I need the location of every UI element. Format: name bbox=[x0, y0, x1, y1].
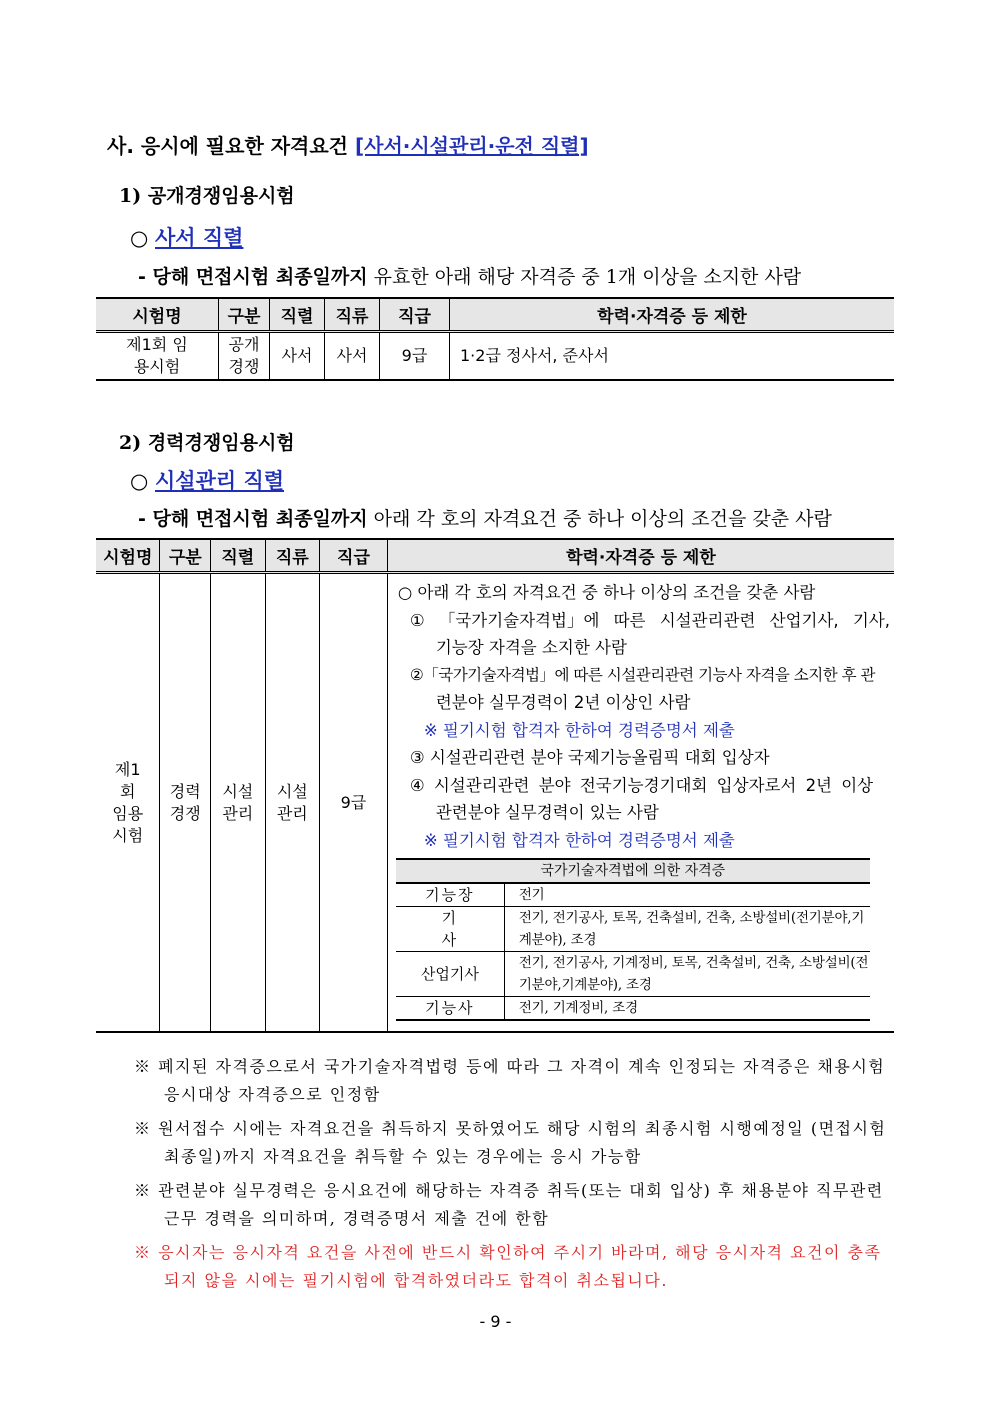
limit-line: 관련분야 실무경력이 있는 사람 bbox=[435, 803, 659, 822]
part2-table bbox=[96, 538, 894, 1033]
table-row bbox=[96, 573, 894, 1033]
part1-track: ○ 사서 직렬 bbox=[130, 226, 244, 250]
cell-series: 시설 관리 bbox=[211, 573, 266, 1033]
cert-fields: 전기, 기계정비, 조경 bbox=[504, 997, 870, 1021]
cert-fields: 전기 bbox=[504, 883, 870, 907]
part1-heading: 1) 공개경쟁임용시험 bbox=[119, 185, 295, 207]
col-header: 구분 bbox=[160, 539, 211, 573]
cell-grade: 9급 bbox=[320, 573, 388, 1033]
limit-note: ※ 필기시험 합격자 한하여 경력증명서 제출 bbox=[423, 830, 735, 850]
col-header: 직렬 bbox=[211, 539, 266, 573]
part1-condition: - 당해 면접시험 최종일까지 유효한 아래 해당 자격증 중 1개 이상을 소지한 사람 bbox=[138, 266, 802, 288]
page-number: - 9 - bbox=[479, 1312, 512, 1331]
col-header: 시험명 bbox=[96, 298, 219, 332]
note-item: ※ 폐지된 자격증으로서 국가기술자격법령 등에 따라 그 자격이 계속 인정되는 자격증은 채용시험 응시대상 자격증으로 인정함 bbox=[134, 1057, 886, 1104]
limit-line: 기능장 자격을 소지한 사람 bbox=[435, 638, 627, 657]
section-title: 사. 응시에 필요한 자격요건 [사서·시설관리·운전 직렬] bbox=[107, 134, 589, 158]
cert-level: 산업기사 bbox=[396, 952, 505, 997]
cell-limit: 1·2급 정사서, 준사서 bbox=[450, 332, 895, 381]
limit-line: ① 「국가기술자격법」에 따른 시설관리관련 산업기사, 기사, bbox=[409, 610, 890, 630]
cell-exam: 제1회 임용시험 bbox=[96, 332, 219, 381]
cell-exam: 제1회 임용 시험 bbox=[96, 573, 160, 1033]
cert-table-title: 국가기술자격법에 의한 자격증 bbox=[396, 859, 870, 883]
cell-limit bbox=[387, 573, 894, 1033]
cell-grade: 9급 bbox=[380, 332, 450, 381]
cell-class: 사서 bbox=[325, 332, 380, 381]
col-header: 직급 bbox=[320, 539, 388, 573]
cert-fields: 전기, 전기공사, 토목, 건축설비, 건축, 소방설비(전기분야,기계분야), 조경 bbox=[504, 907, 870, 952]
part2-condition: - 당해 면접시험 최종일까지 아래 각 호의 자격요건 중 하나 이상의 조건을 갖춘 사람 bbox=[138, 508, 832, 530]
col-header: 학력·자격증 등 제한 bbox=[387, 539, 894, 573]
col-header: 구분 bbox=[219, 298, 270, 332]
cert-fields: 전기, 전기공사, 기계정비, 토목, 건축설비, 건축, 소방설비(전기분야,기계분야), 조경 bbox=[504, 952, 870, 997]
table-header-row bbox=[96, 539, 894, 573]
part2-track: ○ 시설관리 직렬 bbox=[130, 469, 285, 493]
cert-level: 기 사 bbox=[396, 907, 505, 952]
note-item: ※ 원서접수 시에는 자격요건을 취득하지 못하였어도 해당 시험의 최종시험 시행예정일 (면접시험 최종일)까지 자격요건을 취득할 수 있는 경우에는 응시 가능함 bbox=[134, 1119, 887, 1166]
part2-heading: 2) 경력경쟁임용시험 bbox=[119, 432, 295, 454]
col-header: 직류 bbox=[325, 298, 380, 332]
limit-line: 련분야 실무경력이 2년 이상인 사람 bbox=[435, 693, 691, 712]
table-row bbox=[96, 332, 894, 381]
limit-line: ④ 시설관리관련 분야 전국기능경기대회 입상자로서 2년 이상 bbox=[409, 775, 874, 795]
cert-table bbox=[396, 858, 870, 1021]
note-warning: ※ 응시자는 응시자격 요건을 사전에 반드시 확인하여 주시기 바라며, 해당 응시자격 요건이 충족되지 않을 시에는 필기시험에 합격하였더라도 합격이 취소됩니다. bbox=[134, 1243, 882, 1290]
note-item: ※ 관련분야 실무경력은 응시요건에 해당하는 자격증 취득(또는 대회 입상) 후 채용분야 직무관련 근무 경력을 의미하며, 경력증명서 제출 건에 한함 bbox=[134, 1181, 884, 1228]
col-header: 학력·자격증 등 제한 bbox=[450, 298, 895, 332]
part1-track-link: 사서 직렬 bbox=[155, 226, 244, 250]
section-title-tracks: [사서·시설관리·운전 직렬] bbox=[354, 134, 589, 158]
table-header-row bbox=[96, 298, 894, 332]
col-header: 시험명 bbox=[96, 539, 160, 573]
part1-table bbox=[96, 297, 894, 381]
cert-level: 기능장 bbox=[396, 883, 505, 907]
limit-line: ③ 시설관리관련 분야 국제기능올림픽 대회 입상자 bbox=[409, 748, 770, 767]
notes bbox=[134, 1053, 894, 1301]
limit-line: ○ 아래 각 호의 자격요건 중 하나 이상의 조건을 갖춘 사람 bbox=[397, 583, 816, 602]
cell-class: 시설 관리 bbox=[265, 573, 320, 1033]
cert-level: 기능사 bbox=[396, 997, 505, 1021]
col-header: 직렬 bbox=[270, 298, 325, 332]
limit-line: ②「국가기술자격법」에 따른 시설관리관련 기능사 자격을 소지한 후 관 bbox=[409, 665, 875, 684]
limit-note: ※ 필기시험 합격자 한하여 경력증명서 제출 bbox=[423, 720, 735, 740]
cell-type: 경력 경쟁 bbox=[160, 573, 211, 1033]
part2-track-link: 시설관리 직렬 bbox=[155, 469, 285, 493]
col-header: 직류 bbox=[265, 539, 320, 573]
col-header: 직급 bbox=[380, 298, 450, 332]
cell-series: 사서 bbox=[270, 332, 325, 381]
cell-type: 공개 경쟁 bbox=[219, 332, 270, 381]
